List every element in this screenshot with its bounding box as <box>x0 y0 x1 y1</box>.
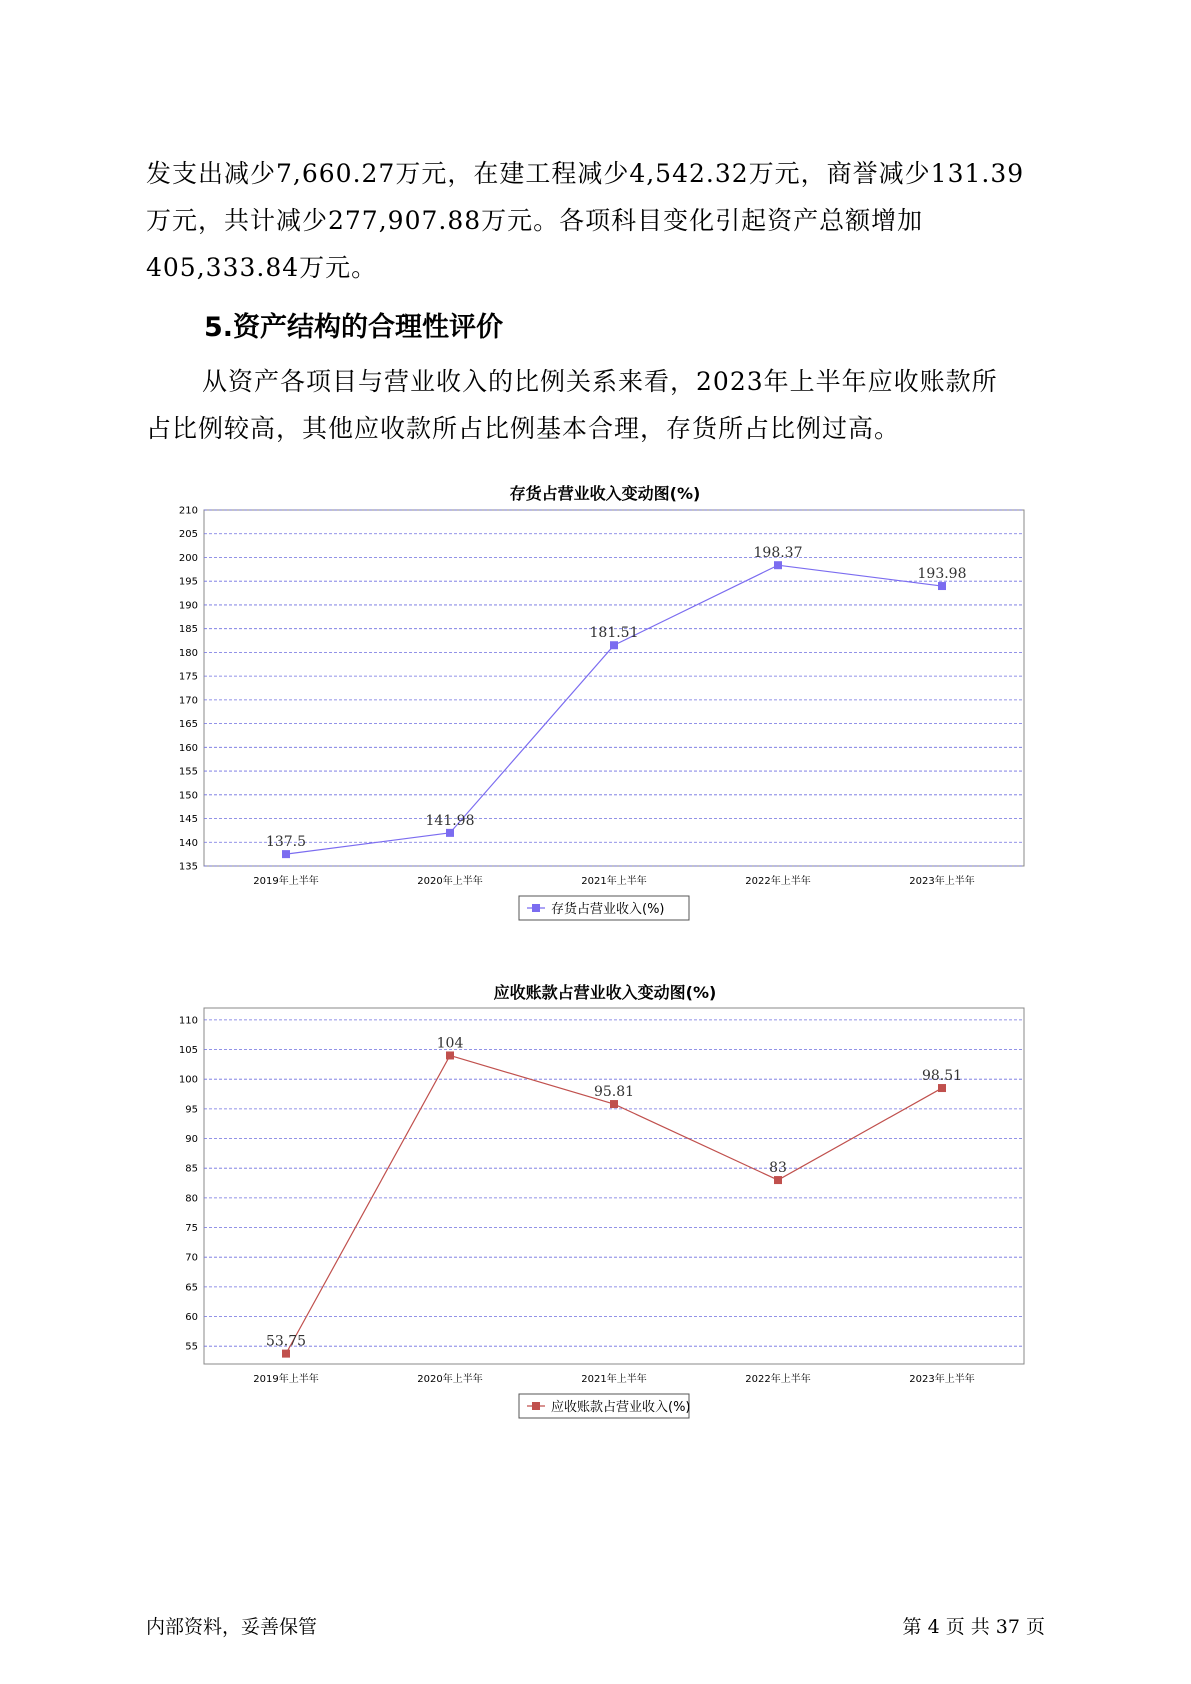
data-label: 198.37 <box>753 545 803 562</box>
section-paragraph <box>146 358 1046 452</box>
y-tick-label: 200 <box>178 552 198 564</box>
y-tick-label: 205 <box>178 529 198 541</box>
data-point <box>446 1051 454 1059</box>
y-tick-label: 150 <box>178 790 198 802</box>
y-tick-label: 195 <box>178 576 198 588</box>
y-tick-label: 175 <box>178 671 198 683</box>
y-tick-label: 165 <box>178 719 198 731</box>
data-point <box>446 829 454 837</box>
footer-right: 第 4 页 共 37 页 <box>902 1616 1045 1638</box>
data-label: 104 <box>436 1035 464 1052</box>
y-tick-label: 80 <box>185 1193 198 1205</box>
data-label: 137.5 <box>265 834 307 851</box>
x-tick-label: 2020年上半年 <box>417 1374 483 1385</box>
y-tick-label: 210 <box>178 505 198 517</box>
y-tick-label: 55 <box>185 1341 198 1353</box>
y-tick-label: 155 <box>178 766 198 778</box>
receivables-chart <box>0 990 1191 1420</box>
chart-2-title: 应收账款占营业收入变动图(%) <box>493 983 717 1002</box>
data-label: 98.51 <box>921 1068 963 1085</box>
y-tick-label: 145 <box>178 814 198 826</box>
x-tick-label: 2021年上半年 <box>581 1374 647 1385</box>
legend-label: 应收账款占营业收入(%) <box>551 1400 691 1415</box>
data-point <box>282 1350 290 1358</box>
plot-area <box>204 510 1024 866</box>
section-heading: 5.资产结构的合理性评价 <box>204 312 504 343</box>
y-tick-label: 170 <box>178 695 198 707</box>
data-point <box>938 1084 946 1092</box>
data-label: 83 <box>769 1160 787 1177</box>
data-label: 95.81 <box>593 1084 635 1101</box>
data-label: 53.75 <box>265 1333 307 1350</box>
y-tick-label: 180 <box>178 647 198 659</box>
y-tick-label: 140 <box>178 837 198 849</box>
body-paragraph <box>146 150 1046 291</box>
body-line-3: 405,333.84万元。 <box>146 253 378 282</box>
x-tick-label: 2021年上半年 <box>581 876 647 887</box>
legend-marker <box>532 1402 540 1410</box>
y-tick-label: 160 <box>178 742 198 754</box>
data-point <box>774 561 782 569</box>
section-line-2: 占比例较高，其他应收款所占比例基本合理，存货所占比例过高。 <box>146 414 901 443</box>
y-tick-label: 90 <box>185 1134 198 1146</box>
data-point <box>610 641 618 649</box>
x-tick-label: 2023年上半年 <box>909 876 975 887</box>
chart-1-title: 存货占营业收入变动图(%) <box>509 484 701 503</box>
x-tick-label: 2019年上半年 <box>253 1374 319 1385</box>
data-label: 193.98 <box>917 566 967 583</box>
y-tick-label: 190 <box>178 600 198 612</box>
legend-label: 存货占营业收入(%) <box>551 902 665 917</box>
section-line-1: 从资产各项目与营业收入的比例关系来看，2023年上半年应收账款所 <box>202 367 998 396</box>
x-tick-label: 2022年上半年 <box>745 1374 811 1385</box>
x-tick-label: 2022年上半年 <box>745 876 811 887</box>
data-point <box>774 1176 782 1184</box>
y-tick-label: 110 <box>178 1015 198 1027</box>
plot-area <box>204 1008 1024 1364</box>
y-tick-label: 185 <box>178 624 198 636</box>
data-label: 181.51 <box>589 625 639 642</box>
body-line-2: 万元，共计减少277,907.88万元。各项科目变化引起资产总额增加 <box>146 206 924 235</box>
y-tick-label: 135 <box>178 861 198 873</box>
data-point <box>610 1100 618 1108</box>
y-tick-label: 105 <box>178 1045 198 1057</box>
y-tick-label: 85 <box>185 1163 198 1175</box>
inventory-chart <box>0 490 1191 920</box>
data-point <box>282 850 290 858</box>
y-tick-label: 100 <box>178 1074 198 1086</box>
x-tick-label: 2020年上半年 <box>417 876 483 887</box>
y-tick-label: 95 <box>185 1104 198 1116</box>
x-tick-label: 2023年上半年 <box>909 1374 975 1385</box>
y-tick-label: 75 <box>185 1223 198 1235</box>
data-label: 141.98 <box>425 812 475 829</box>
y-tick-label: 70 <box>185 1252 198 1264</box>
footer-left: 内部资料，妥善保管 <box>146 1616 318 1638</box>
x-tick-label: 2019年上半年 <box>253 876 319 887</box>
legend-marker <box>532 904 540 912</box>
y-tick-label: 65 <box>185 1282 198 1294</box>
y-tick-label: 60 <box>185 1312 198 1324</box>
body-line-1: 发支出减少7,660.27万元，在建工程减少4,542.32万元，商誉减少131.39 <box>146 159 1025 188</box>
data-point <box>938 582 946 590</box>
